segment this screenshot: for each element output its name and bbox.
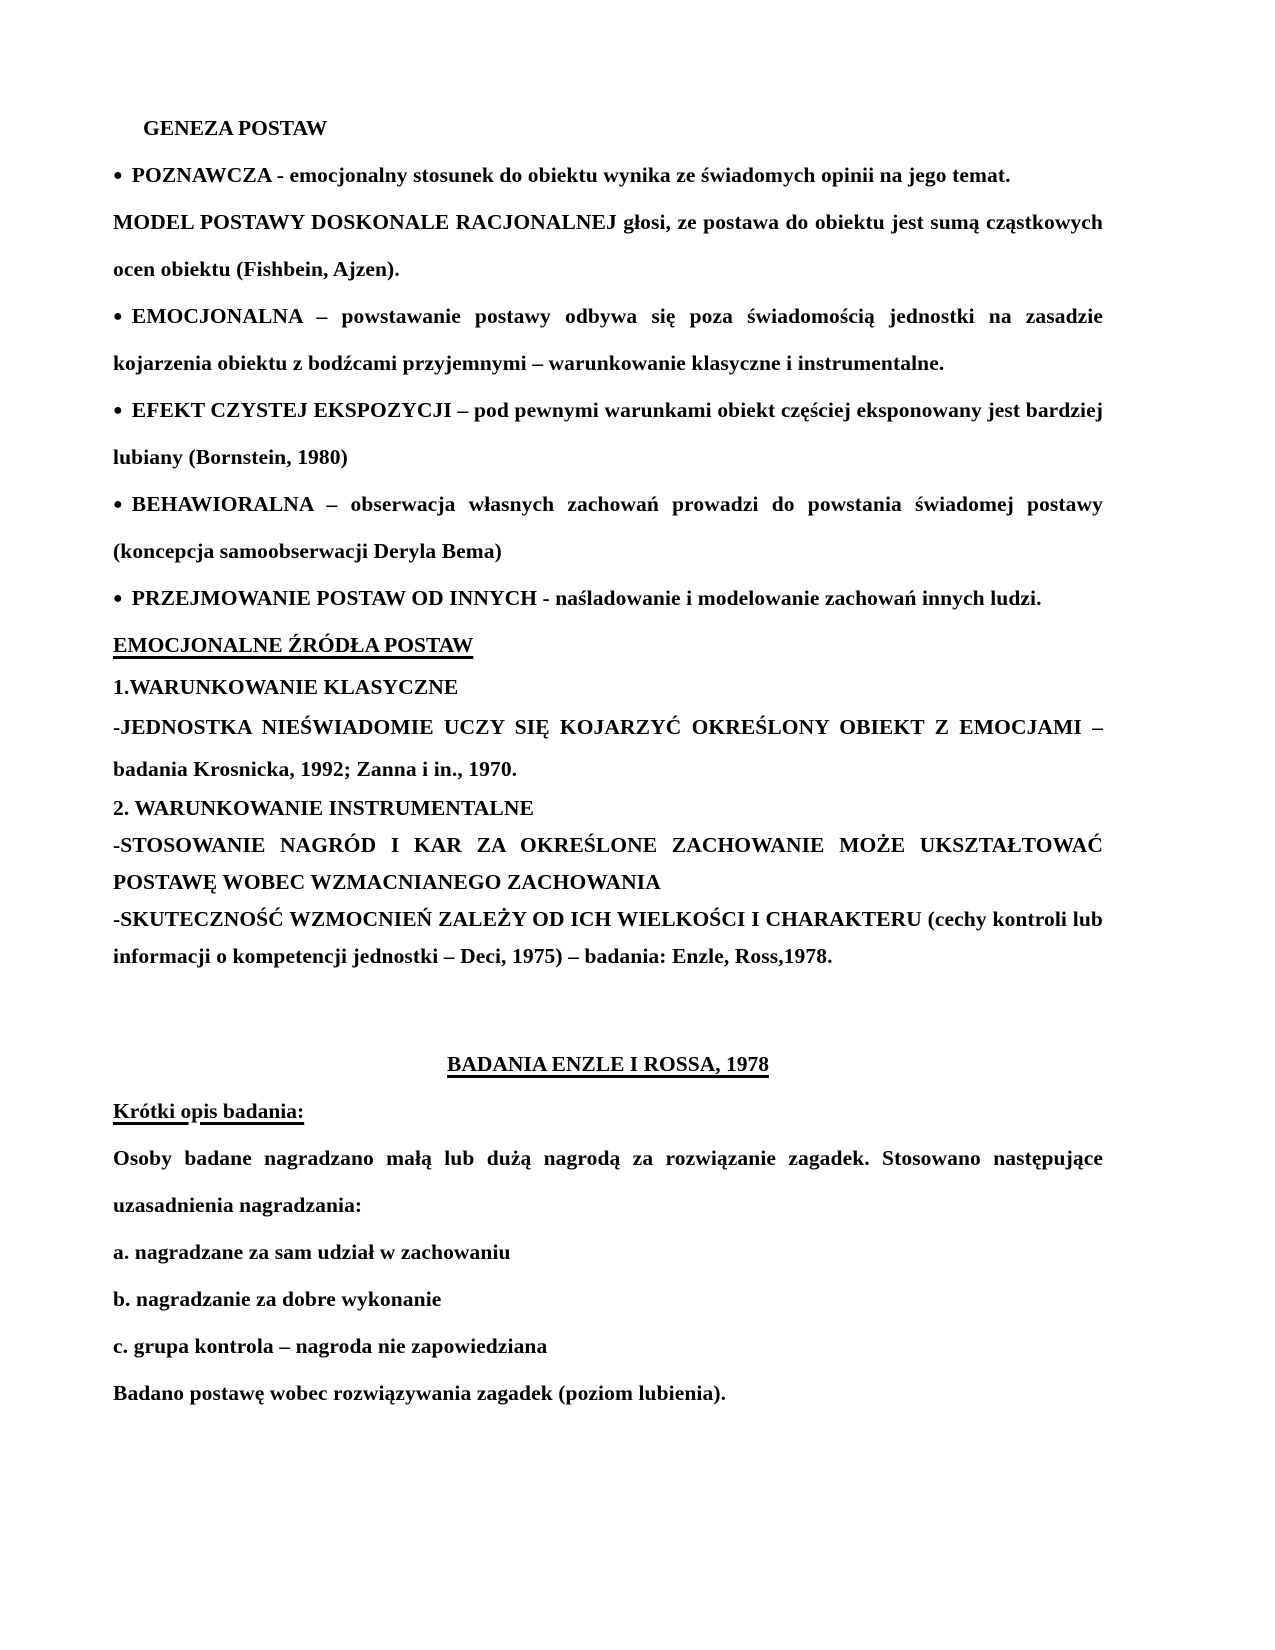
study-condition-b: b. nagradzanie za dobre wykonanie xyxy=(113,1287,442,1311)
subsection-warunkowanie-instrumentalne-title: 2. WARUNKOWANIE INSTRUMENTALNE xyxy=(113,796,534,820)
study-subheading-text: Krótki opis badania: xyxy=(113,1099,305,1123)
bullet-item-poznawcza xyxy=(113,152,1103,199)
study-condition-c: c. grupa kontrola – nagroda nie zapowiedziana xyxy=(113,1334,548,1358)
bullet-item-poznawcza-text: POZNAWCZA - emocjonalny stosunek do obiektu wynika ze świadomych opinii na jego temat. xyxy=(131,163,1011,187)
study-intro: Osoby badane nagradzano małą lub dużą nagrodą za rozwiązanie zagadek. Stosowano następujące uzasadnienia nagradzania: xyxy=(113,1146,1103,1217)
bullet-icon: ● xyxy=(113,308,123,325)
bullet-icon: ● xyxy=(113,167,123,184)
bullet-icon: ● xyxy=(113,590,123,607)
bullet-item-emocjonalna-text: EMOCJONALNA – powstawanie postawy odbywa się poza świadomością jednostki na zasadzie kojarzenia obiektu z bodźcami przyjemnymi – warunkowanie klasyczne i instrumentalne. xyxy=(113,304,1103,375)
bullet-item-emocjonalna xyxy=(113,293,1103,387)
bullet-item-przejmowanie-postaw xyxy=(113,575,1103,622)
study-condition-a: a. nagradzane za sam udział w zachowaniu xyxy=(113,1240,511,1264)
paragraph-model-postawy: MODEL POSTAWY DOSKONALE RACJONALNEJ głosi, ze postawa do obiektu jest sumą cząstkowych ocen obiektu (Fishbein, Ajzen). xyxy=(113,210,1103,281)
study-heading-text: BADANIA ENZLE I ROSSA, 1978 xyxy=(447,1052,769,1076)
subsection-stosowanie-nagrod: -STOSOWANIE NAGRÓD I KAR ZA OKREŚLONE ZACHOWANIE MOŻE UKSZTAŁTOWAĆ POSTAWĘ WOBEC WZMACNIANEGO ZACHOWANIA xyxy=(113,833,1103,894)
section-heading-emotional-sources xyxy=(113,622,1103,669)
study-heading xyxy=(113,1041,1103,1088)
bullet-icon: ● xyxy=(113,402,123,419)
study-subheading xyxy=(113,1088,1103,1135)
subsection-warunkowanie-klasyczne-body: -JEDNOSTKA NIEŚWIADOMIE UCZY SIĘ KOJARZYĆ OKREŚLONY OBIEKT Z EMOCJAMI – badania Krosnicka, 1992; Zanna i in., 1970. xyxy=(113,715,1103,781)
study-conclusion: Badano postawę wobec rozwiązywania zagadek (poziom lubienia). xyxy=(113,1381,727,1405)
bullet-item-efekt-czystej-ekspozycji-text: EFEKT CZYSTEJ EKSPOZYCJI – pod pewnymi warunkami obiekt częściej eksponowany jest bardziej lubiany (Bornstein, 1980) xyxy=(113,398,1103,469)
bullet-item-efekt-czystej-ekspozycji xyxy=(113,387,1103,481)
page-title: GENEZA POSTAW xyxy=(143,116,328,140)
section-spacer xyxy=(113,975,1103,1041)
section-heading-emotional-sources-text: EMOCJONALNE ŹRÓDŁA POSTAW xyxy=(113,633,474,657)
bullet-icon: ● xyxy=(113,496,123,513)
subsection-skutecznosc-wzmocnien: -SKUTECZNOŚĆ WZMOCNIEŃ ZALEŻY OD ICH WIELKOŚCI I CHARAKTERU (cechy kontroli lub informacji o kompetencji jednostki – Deci, 1975) – badania: Enzle, Ross,1978. xyxy=(113,907,1103,968)
subsection-warunkowanie-klasyczne-title: 1.WARUNKOWANIE KLASYCZNE xyxy=(113,675,459,699)
bullet-item-behawioralna xyxy=(113,481,1103,575)
bullet-item-przejmowanie-postaw-text: PRZEJMOWANIE POSTAW OD INNYCH - naśladowanie i modelowanie zachowań innych ludzi. xyxy=(131,586,1042,610)
bullet-item-behawioralna-text: BEHAWIORALNA – obserwacja własnych zachowań prowadzi do powstania świadomej postawy (koncepcja samoobserwacji Deryla Bema) xyxy=(113,492,1103,563)
document-body xyxy=(113,105,1103,1417)
